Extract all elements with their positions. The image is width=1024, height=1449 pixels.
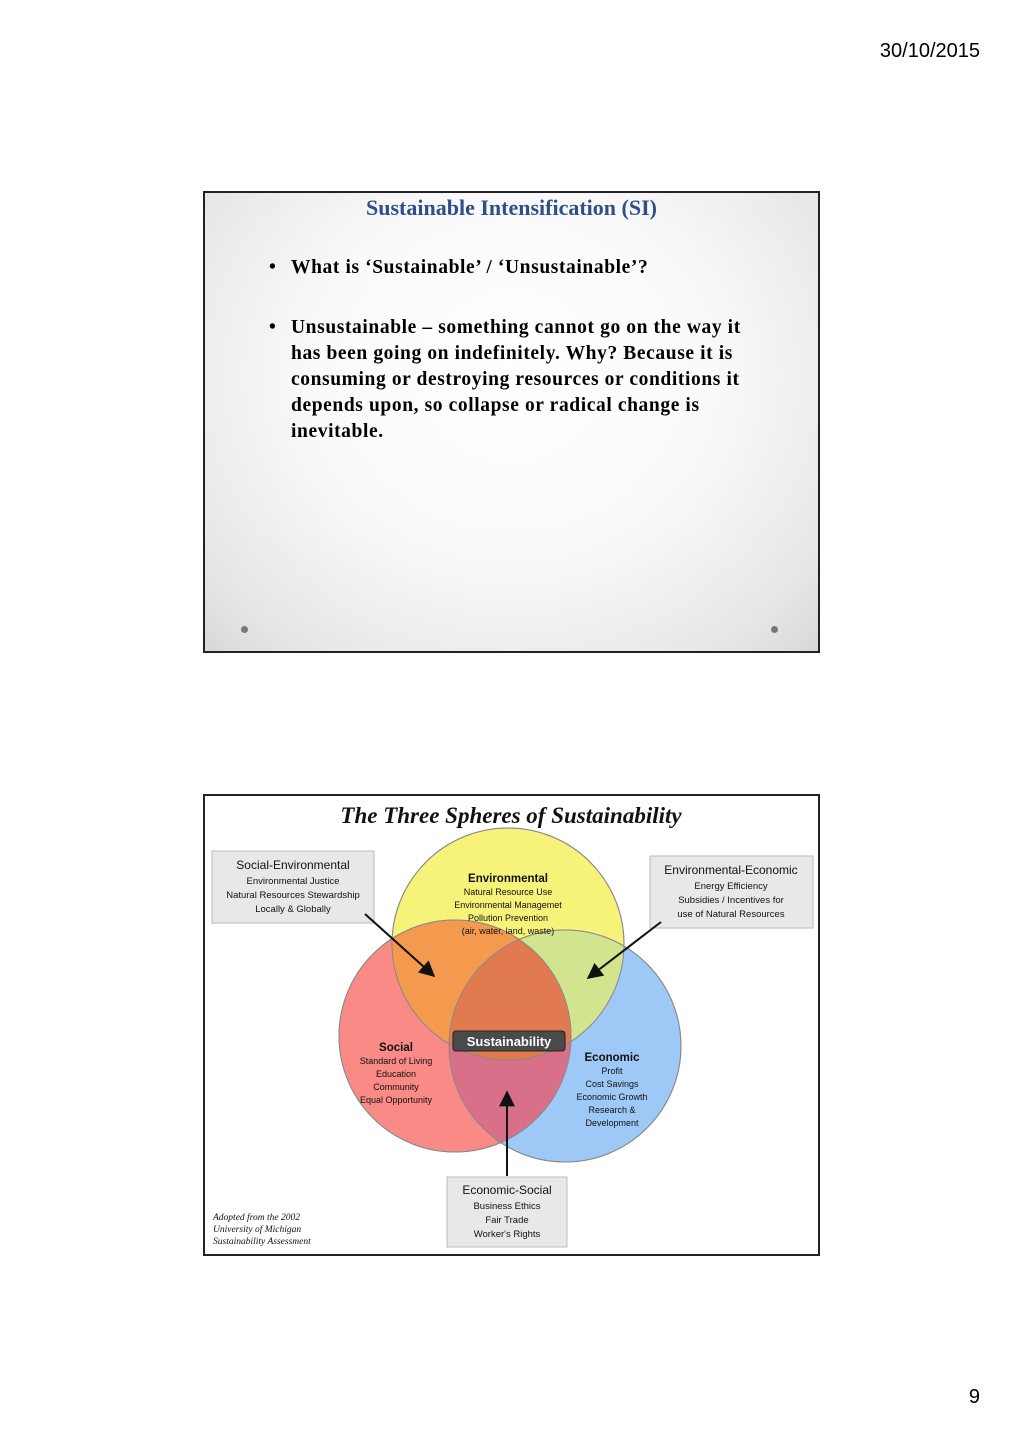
slide-three-spheres xyxy=(203,794,820,1256)
credit-line: University of Michigan xyxy=(213,1225,302,1235)
decorative-dot-right xyxy=(771,626,778,633)
bullet-item: • Unsustainable – something cannot go on the way it has been going on indefinitely. Why? Because it is consuming or destroying resources or conditions it depends upon, so collapse or radical change is inevitable. xyxy=(267,315,747,445)
social-line: Standard of Living xyxy=(359,1056,433,1066)
economic-line: Development xyxy=(585,1118,639,1128)
slide-title: Sustainable Intensification (SI) xyxy=(366,195,657,220)
social-line: Education xyxy=(375,1069,417,1079)
callout-social-environmental-title: Social-Environmental xyxy=(236,858,350,872)
credit-line: Sustainability Assessment xyxy=(213,1237,311,1247)
callout-line: Fair Trade xyxy=(485,1215,529,1226)
callout-line: Subsidies / Incentives for xyxy=(678,895,784,906)
slide-sustainable-intensification xyxy=(203,191,820,653)
callout-line: Environmental Justice xyxy=(246,876,340,887)
venn-diagram xyxy=(205,796,818,1254)
decorative-dot-left xyxy=(241,626,248,633)
callout-line: Natural Resources Stewardship xyxy=(226,890,360,901)
callout-line: Locally & Globally xyxy=(255,904,331,915)
callout-economic-social-title: Economic-Social xyxy=(462,1183,552,1197)
bullet-item: • What is ‘Sustainable’ / ‘Unsustainable’? xyxy=(267,255,747,281)
environmental-line: (air, water, land, waste) xyxy=(461,926,555,936)
social-line: Equal Opportunity xyxy=(359,1095,433,1105)
callout-line: Business Ethics xyxy=(473,1201,541,1212)
environmental-title: Environmental xyxy=(468,873,548,885)
economic-line: Cost Savings xyxy=(585,1079,639,1089)
page-number: 9 xyxy=(968,1386,980,1408)
economic-title: Economic xyxy=(584,1052,640,1064)
callout-environmental-economic-title: Environmental-Economic xyxy=(664,863,798,877)
social-line: Community xyxy=(373,1082,419,1092)
environmental-line: Environmental Managemet xyxy=(454,900,562,910)
diagram-title: The Three Spheres of Sustainability xyxy=(340,803,682,828)
social-title: Social xyxy=(379,1042,413,1054)
callout-line: Energy Efficiency xyxy=(694,881,768,892)
economic-line: Economic Growth xyxy=(576,1092,648,1102)
bullet-list xyxy=(267,255,747,479)
environmental-line: Pollution Prevention xyxy=(467,913,549,923)
environmental-line: Natural Resource Use xyxy=(463,887,553,897)
callout-line: use of Natural Resources xyxy=(677,909,785,920)
callout-line: Worker's Rights xyxy=(473,1229,541,1240)
economic-line: Profit xyxy=(601,1066,623,1076)
economic-line: Research & xyxy=(588,1105,636,1115)
sustainability-label: Sustainability xyxy=(466,1034,552,1049)
page-date: 30/10/2015 xyxy=(879,40,980,62)
credit-line: Adopted from the 2002 xyxy=(213,1213,300,1223)
